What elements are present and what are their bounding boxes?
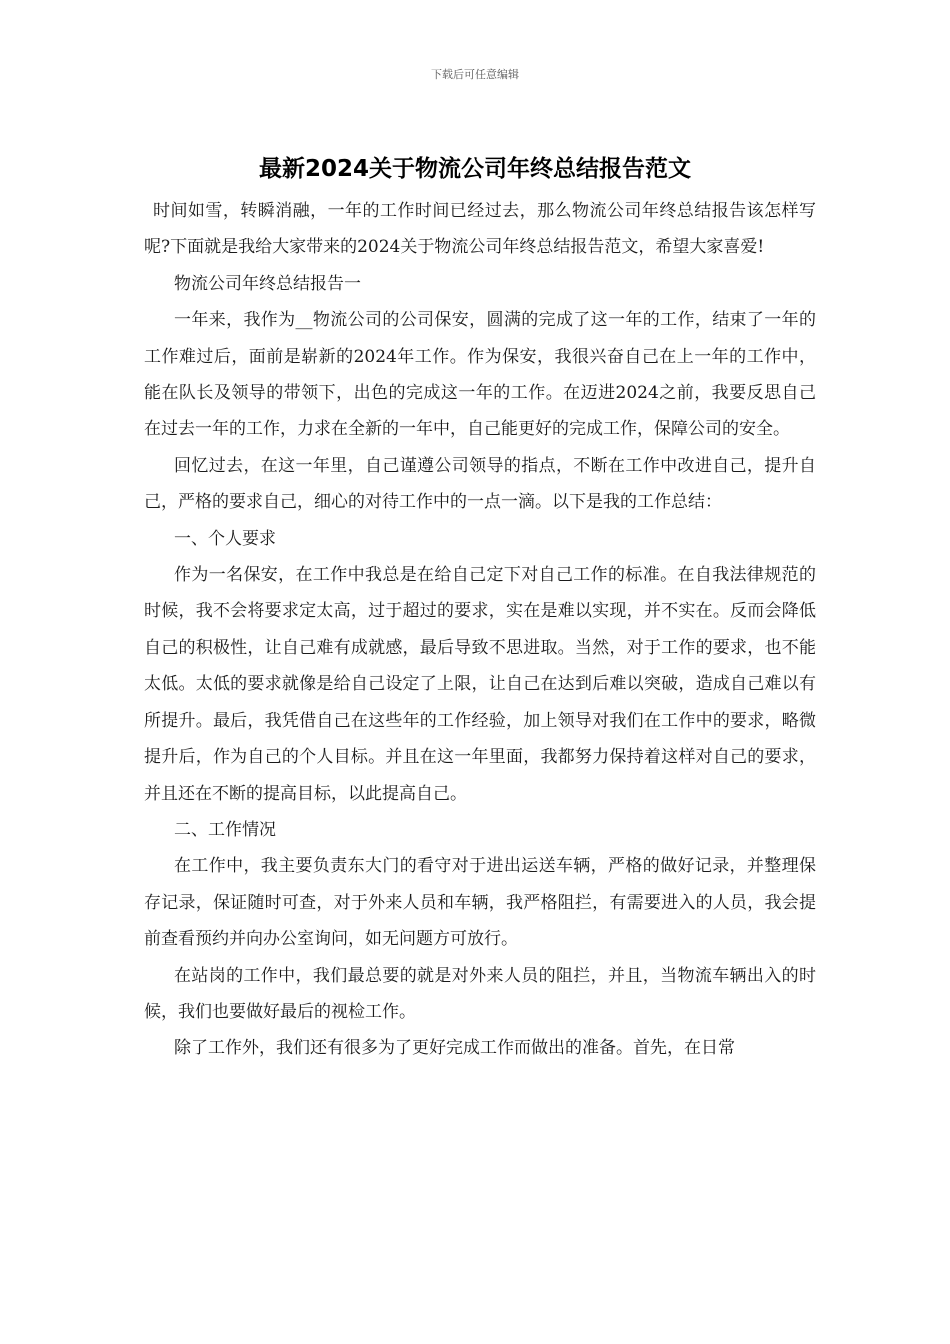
body-paragraph: 回忆过去，在这一年里，自己谨遵公司领导的指点，不断在工作中改进自己，提升自己，严格的要求自己，细心的对待工作中的一点一滴。以下是我的工作总结： (144, 455, 816, 513)
section-heading: 二、工作情况 (174, 819, 276, 840)
body-paragraph: 在站岗的工作中，我们最总要的就是对外来人员的阻拦，并且，当物流车辆出入的时候，我们也要做好最后的视检工作。 (144, 965, 816, 1022)
body-paragraph: 一年来，我作为__物流公司的公司保安，圆满的完成了这一年的工作，结束了一年的工作难过后，面前是崭新的2024年工作。作为保安，我很兴奋自己在上一年的工作中，能在队长及领导的带领下，出色的完成这一年的工作。在迈进2024之前，我要反思自己在过去一年的工作，力求在全新的一年中，自己能更好的完成工作，保障公司的安全。 (144, 310, 816, 440)
header-note: 下载后可任意编辑 (431, 68, 519, 81)
document-body (144, 193, 816, 1067)
body-paragraph: 除了工作外，我们还有很多为了更好完成工作而做出的准备。首先，在日常 (174, 1038, 735, 1059)
document-title: 最新2024关于物流公司年终总结报告范文 (258, 156, 691, 182)
body-paragraph: 作为一名保安，在工作中我总是在给自己定下对自己工作的标准。在自我法律规范的时候，我不会将要求定太高，过于超过的要求，实在是难以实现，并不实在。反而会降低自己的积极性，让自己难有成就感，最后导致不思进取。当然，对于工作的要求，也不能太低。太低的要求就像是给自己设定了上限，让自己在达到后难以突破，造成自己难以有所提升。最后，我凭借自己在这些年的工作经验，加上领导对我们在工作中的要求，略微提升后，作为自己的个人目标。并且在这一年里面，我都努力保持着这样对自己的要求，并且还在不断的提高目标，以此提高自己。 (144, 565, 816, 804)
section-heading: 一、个人要求 (174, 528, 276, 549)
report-heading: 物流公司年终总结报告一 (174, 273, 361, 294)
intro-paragraph: 时间如雪，转瞬消融，一年的工作时间已经过去，那么物流公司年终总结报告该怎样写呢?下面就是我给大家带来的2024关于物流公司年终总结报告范文，希望大家喜爱! (144, 201, 816, 258)
body-paragraph: 在工作中，我主要负责东大门的看守对于进出运送车辆，严格的做好记录，并整理保存记录，保证随时可查，对于外来人员和车辆，我严格阻拦，有需要进入的人员，我会提前查看预约并向办公室询问，如无问题方可放行。 (144, 856, 816, 950)
